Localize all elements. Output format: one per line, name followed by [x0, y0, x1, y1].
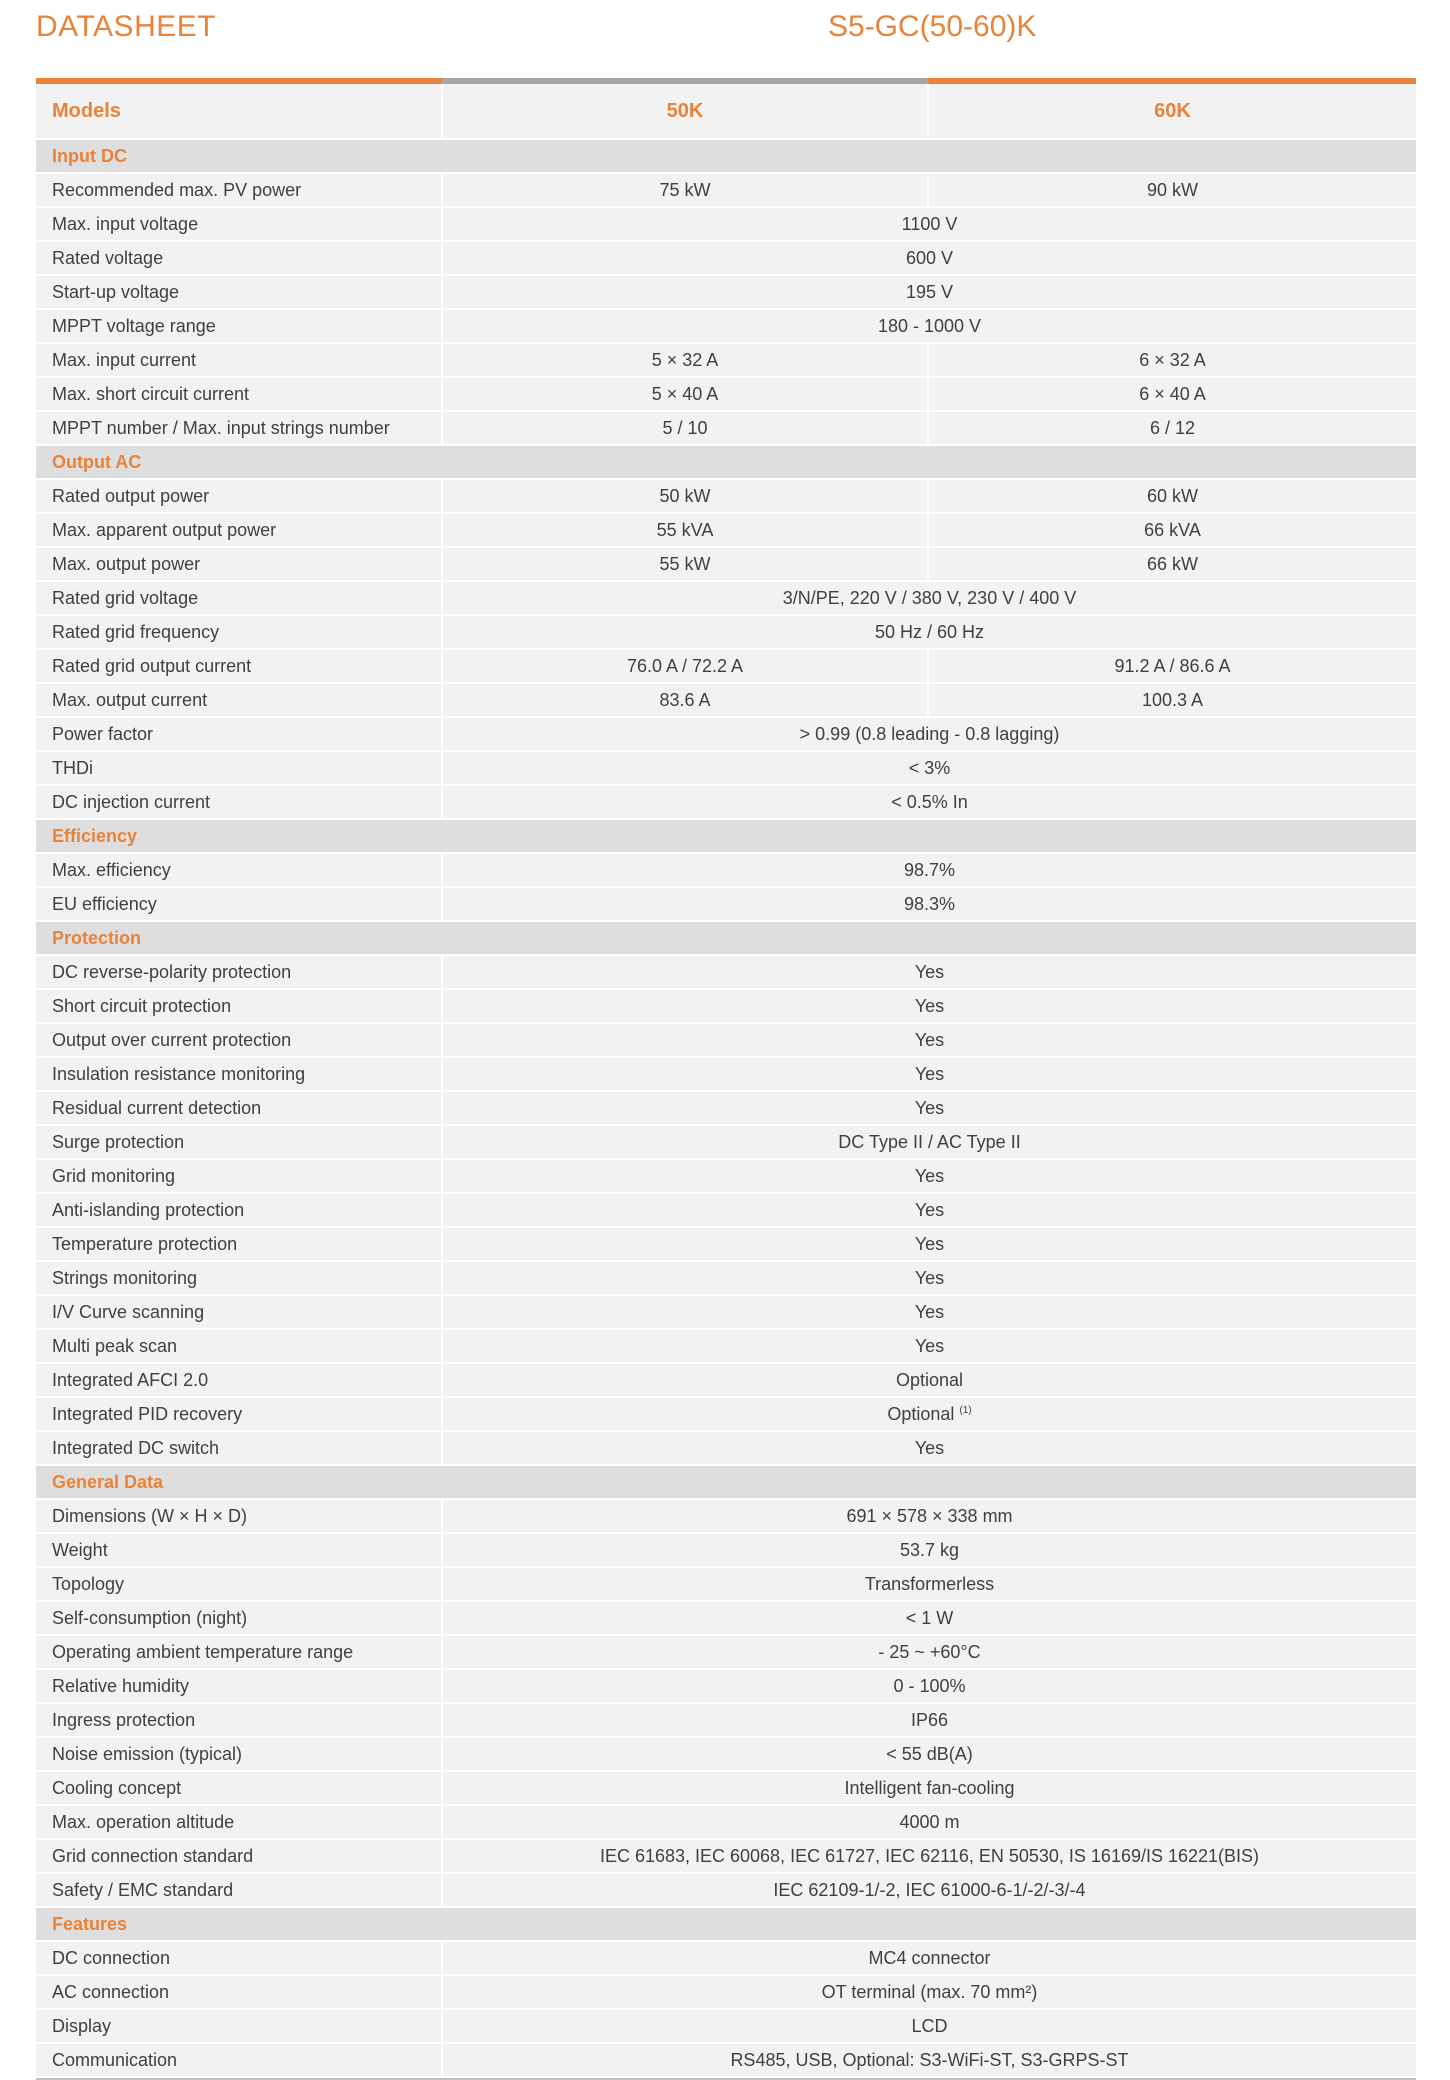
spec-value-60k: 6 × 40 A [928, 377, 1416, 411]
spec-value [442, 1839, 1416, 1873]
section-title: Output AC [36, 445, 1416, 479]
spec-label: Max. apparent output power [36, 513, 442, 547]
spec-value [442, 1431, 1416, 1465]
spec-value-text: IP66 [910, 1709, 949, 1730]
spec-value-text: IEC 62109-1/-2, IEC 61000-6-1/-2/-3/-4 [773, 1879, 1086, 1900]
spec-label: Start-up voltage [36, 275, 442, 309]
spec-row [36, 1261, 1416, 1295]
spec-row [36, 1975, 1416, 2009]
section-title: Protection [36, 921, 1416, 955]
spec-value [442, 1499, 1416, 1533]
spec-row [36, 1567, 1416, 1601]
spec-label: Rated output power [36, 479, 442, 513]
spec-label: Power factor [36, 717, 442, 751]
spec-label: Rated grid voltage [36, 581, 442, 615]
spec-label: MPPT voltage range [36, 309, 442, 343]
spec-row [36, 1125, 1416, 1159]
model-title: S5-GC(50-60)K [828, 10, 1037, 43]
spec-row [36, 1397, 1416, 1431]
spec-row [36, 1601, 1416, 1635]
section-header-row [36, 1907, 1416, 1941]
spec-row [36, 717, 1416, 751]
spec-row [36, 173, 1416, 207]
spec-value-50k: 55 kVA [442, 513, 928, 547]
spec-row [36, 785, 1416, 819]
section-header-row [36, 921, 1416, 955]
spec-value [442, 1941, 1416, 1975]
spec-value-60k: 6 / 12 [928, 411, 1416, 445]
spec-value [442, 1601, 1416, 1635]
spec-label: Max. input current [36, 343, 442, 377]
spec-row [36, 1091, 1416, 1125]
spec-label: Max. short circuit current [36, 377, 442, 411]
spec-row [36, 649, 1416, 683]
spec-value-text: OT terminal (max. 70 mm²) [821, 1981, 1038, 2002]
spec-value-text: 195 V [905, 281, 954, 302]
spec-label: Ingress protection [36, 1703, 442, 1737]
spec-value-text: Intelligent fan-cooling [844, 1777, 1015, 1798]
models-header-row [36, 84, 1416, 139]
spec-value [442, 241, 1416, 275]
spec-value [442, 1635, 1416, 1669]
spec-value [442, 1669, 1416, 1703]
spec-row [36, 547, 1416, 581]
spec-label: Display [36, 2009, 442, 2043]
spec-value-50k: 55 kW [442, 547, 928, 581]
spec-value-text: Transformerless [864, 1573, 995, 1594]
spec-row [36, 343, 1416, 377]
spec-value [442, 207, 1416, 241]
spec-value-text: Yes [914, 1437, 945, 1458]
spec-value-text: 691 × 578 × 338 mm [846, 1505, 1013, 1526]
spec-value-text: Yes [914, 995, 945, 1016]
spec-value [442, 1329, 1416, 1363]
spec-label: Weight [36, 1533, 442, 1567]
spec-value [442, 1261, 1416, 1295]
spec-value [442, 717, 1416, 751]
spec-value [442, 989, 1416, 1023]
spec-row [36, 1329, 1416, 1363]
spec-value-60k: 60 kW [928, 479, 1416, 513]
spec-row [36, 1805, 1416, 1839]
model-50k-header: 50K [442, 84, 928, 139]
spec-label: AC connection [36, 1975, 442, 2009]
spec-value [442, 785, 1416, 819]
spec-value-text: 3/N/PE, 220 V / 380 V, 230 V / 400 V [782, 587, 1077, 608]
spec-value-60k: 66 kW [928, 547, 1416, 581]
spec-label: Max. efficiency [36, 853, 442, 887]
spec-row [36, 887, 1416, 921]
spec-row [36, 1941, 1416, 1975]
spec-label: Integrated AFCI 2.0 [36, 1363, 442, 1397]
spec-label: Operating ambient temperature range [36, 1635, 442, 1669]
spec-label: Recommended max. PV power [36, 173, 442, 207]
spec-value [442, 1193, 1416, 1227]
spec-row [36, 989, 1416, 1023]
spec-value-text: DC Type II / AC Type II [838, 1131, 1021, 1152]
spec-value-text: < 55 dB(A) [886, 1743, 973, 1764]
spec-row [36, 1193, 1416, 1227]
spec-row [36, 241, 1416, 275]
spec-value [442, 1125, 1416, 1159]
spec-value [442, 1737, 1416, 1771]
spec-value-text: Yes [914, 1199, 945, 1220]
spec-value-text: Yes [914, 1233, 945, 1254]
spec-row [36, 1737, 1416, 1771]
spec-row [36, 275, 1416, 309]
spec-label: Surge protection [36, 1125, 442, 1159]
spec-value-text: < 1 W [905, 1607, 954, 1628]
spec-label: Multi peak scan [36, 1329, 442, 1363]
spec-label: Noise emission (typical) [36, 1737, 442, 1771]
spec-value-50k: 76.0 A / 72.2 A [442, 649, 928, 683]
spec-label: THDi [36, 751, 442, 785]
spec-label: Output over current protection [36, 1023, 442, 1057]
spec-row [36, 2043, 1416, 2077]
spec-value [442, 1567, 1416, 1601]
spec-value-text: RS485, USB, Optional: S3-WiFi-ST, S3-GRPS-ST [730, 2049, 1129, 2070]
page-header [0, 0, 1450, 78]
spec-row [36, 479, 1416, 513]
spec-value [442, 2043, 1416, 2077]
spec-label: Max. output current [36, 683, 442, 717]
spec-row [36, 1635, 1416, 1669]
spec-value [442, 1873, 1416, 1907]
spec-row [36, 955, 1416, 989]
spec-row [36, 1839, 1416, 1873]
spec-value [442, 2009, 1416, 2043]
spec-row [36, 683, 1416, 717]
spec-label: DC connection [36, 1941, 442, 1975]
spec-value-50k: 5 / 10 [442, 411, 928, 445]
spec-value [442, 1227, 1416, 1261]
spec-value [442, 1703, 1416, 1737]
spec-value [442, 275, 1416, 309]
spec-row [36, 751, 1416, 785]
spec-row [36, 411, 1416, 445]
spec-label: Self-consumption (night) [36, 1601, 442, 1635]
spec-label: Anti-islanding protection [36, 1193, 442, 1227]
spec-value-text: - 25 ~ +60°C [878, 1641, 981, 1662]
spec-label: Insulation resistance monitoring [36, 1057, 442, 1091]
spec-value-60k: 90 kW [928, 173, 1416, 207]
spec-value [442, 1363, 1416, 1397]
spec-value [442, 887, 1416, 921]
spec-value [442, 1805, 1416, 1839]
spec-label: Cooling concept [36, 1771, 442, 1805]
spec-value [442, 1159, 1416, 1193]
spec-value [442, 615, 1416, 649]
spec-value-text: 0 - 100% [893, 1675, 966, 1696]
spec-value [442, 1057, 1416, 1091]
spec-value-text: Yes [914, 1267, 945, 1288]
spec-value-text: > 0.99 (0.8 leading - 0.8 lagging) [799, 723, 1060, 744]
spec-label: EU efficiency [36, 887, 442, 921]
section-header-row [36, 139, 1416, 173]
spec-value-text: IEC 61683, IEC 60068, IEC 61727, IEC 62116, EN 50530, IS 16169/IS 16221(BIS) [599, 1845, 1260, 1866]
spec-row [36, 1499, 1416, 1533]
spec-row [36, 1703, 1416, 1737]
spec-label: DC injection current [36, 785, 442, 819]
spec-label: Temperature protection [36, 1227, 442, 1261]
spec-value-50k: 83.6 A [442, 683, 928, 717]
spec-value-text: Yes [914, 1097, 945, 1118]
spec-value-60k: 100.3 A [928, 683, 1416, 717]
spec-label: Dimensions (W × H × D) [36, 1499, 442, 1533]
spec-table [36, 84, 1416, 2078]
spec-value-text: Yes [914, 1165, 945, 1186]
spec-row [36, 581, 1416, 615]
spec-row [36, 615, 1416, 649]
spec-label: Max. output power [36, 547, 442, 581]
spec-label: Safety / EMC standard [36, 1873, 442, 1907]
spec-value-text: Yes [914, 1063, 945, 1084]
spec-label: I/V Curve scanning [36, 1295, 442, 1329]
spec-value [442, 581, 1416, 615]
spec-label: DC reverse-polarity protection [36, 955, 442, 989]
spec-value-60k: 6 × 32 A [928, 343, 1416, 377]
spec-value-text: Yes [914, 1029, 945, 1050]
spec-row [36, 1295, 1416, 1329]
spec-label: MPPT number / Max. input strings number [36, 411, 442, 445]
spec-value-text: Yes [914, 961, 945, 982]
spec-label: Grid connection standard [36, 1839, 442, 1873]
spec-row [36, 1159, 1416, 1193]
section-title: Input DC [36, 139, 1416, 173]
spec-value-60k: 91.2 A / 86.6 A [928, 649, 1416, 683]
spec-label: Topology [36, 1567, 442, 1601]
spec-value-text: 98.3% [903, 893, 956, 914]
spec-value-text: Yes [914, 1301, 945, 1322]
spec-value-text: < 0.5% In [891, 791, 968, 812]
spec-label: Relative humidity [36, 1669, 442, 1703]
spec-row [36, 853, 1416, 887]
spec-label: Max. input voltage [36, 207, 442, 241]
section-title: Features [36, 1907, 1416, 1941]
spec-label: Residual current detection [36, 1091, 442, 1125]
doc-title: DATASHEET [36, 10, 217, 43]
spec-value-text: Optional [887, 1403, 955, 1424]
spec-row [36, 377, 1416, 411]
spec-row [36, 1669, 1416, 1703]
spec-label: Rated grid frequency [36, 615, 442, 649]
spec-value [442, 955, 1416, 989]
spec-value-text: Yes [914, 1335, 945, 1356]
spec-row [36, 1771, 1416, 1805]
spec-value-text: 600 V [905, 247, 954, 268]
spec-value-text: 180 - 1000 V [877, 315, 982, 336]
spec-label: Max. operation altitude [36, 1805, 442, 1839]
spec-value [442, 853, 1416, 887]
spec-value [442, 1975, 1416, 2009]
spec-label: Communication [36, 2043, 442, 2077]
section-title: General Data [36, 1465, 1416, 1499]
spec-value [442, 1771, 1416, 1805]
spec-value [442, 1533, 1416, 1567]
spec-value-text: 1100 V [901, 213, 958, 234]
spec-value-text: Optional [895, 1369, 964, 1390]
model-60k-header: 60K [928, 84, 1416, 139]
spec-value-text: 50 Hz / 60 Hz [874, 621, 985, 642]
spec-row [36, 1533, 1416, 1567]
spec-value [442, 1295, 1416, 1329]
spec-value-50k: 75 kW [442, 173, 928, 207]
spec-row [36, 1873, 1416, 1907]
spec-value-50k: 5 × 32 A [442, 343, 928, 377]
spec-value-60k: 66 kVA [928, 513, 1416, 547]
spec-value [442, 1091, 1416, 1125]
spec-value-text: 4000 m [899, 1811, 960, 1832]
spec-value-text: MC4 connector [868, 1947, 991, 1968]
spec-row [36, 207, 1416, 241]
spec-value-text: 98.7% [903, 859, 956, 880]
section-title: Efficiency [36, 819, 1416, 853]
section-header-row [36, 1465, 1416, 1499]
spec-value-text: 53.7 kg [899, 1539, 960, 1560]
spec-value [442, 309, 1416, 343]
models-label: Models [36, 84, 442, 139]
spec-label: Rated grid output current [36, 649, 442, 683]
spec-row [36, 513, 1416, 547]
spec-label: Integrated PID recovery [36, 1397, 442, 1431]
spec-row [36, 1431, 1416, 1465]
spec-value [442, 751, 1416, 785]
footnote-marker: (1) [959, 1404, 972, 1416]
spec-label: Integrated DC switch [36, 1431, 442, 1465]
spec-row [36, 1023, 1416, 1057]
spec-label: Grid monitoring [36, 1159, 442, 1193]
spec-row [36, 309, 1416, 343]
spec-row [36, 1363, 1416, 1397]
spec-row [36, 1227, 1416, 1261]
spec-value-50k: 50 kW [442, 479, 928, 513]
spec-label: Strings monitoring [36, 1261, 442, 1295]
spec-row [36, 2009, 1416, 2043]
section-header-row [36, 445, 1416, 479]
spec-value-50k: 5 × 40 A [442, 377, 928, 411]
spec-label: Short circuit protection [36, 989, 442, 1023]
spec-label: Rated voltage [36, 241, 442, 275]
section-header-row [36, 819, 1416, 853]
spec-value-text: < 3% [908, 757, 951, 778]
spec-value [442, 1023, 1416, 1057]
spec-value [442, 1397, 1416, 1431]
spec-row [36, 1057, 1416, 1091]
spec-value-text: LCD [911, 2015, 948, 2036]
